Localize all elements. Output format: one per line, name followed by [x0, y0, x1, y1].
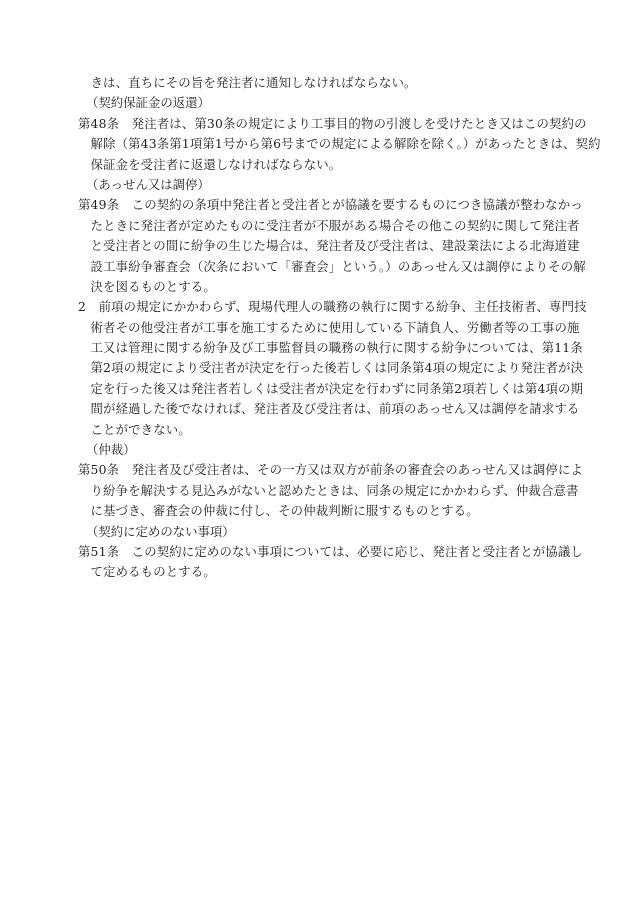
paragraph-first-line: 2 前項の規定にかかわらず、現場代理人の職務の執行に関する紛争、主任技術者、専門技: [78, 299, 587, 315]
article-first-line: 第50条 発注者及び受注者は、その一方又は双方が前条の審査会のあっせん又は調停によ: [78, 462, 584, 478]
text-line: と受注者との間に紛争の生じた場合は、発注者及び受注者は、建設業法による北海道建: [90, 238, 580, 254]
text-line: 設工事紛争審査会（次条において「審査会」という。）のあっせん又は調停によりその解: [90, 258, 586, 274]
text-line: 間が経過した後でなければ、発注者及び受注者は、前項のあっせん又は調停を請求する: [90, 401, 580, 417]
text-line: に基づき、審査会の仲裁に付し、その仲裁判断に服するものとする。: [90, 503, 479, 519]
text-line: 保証金を受注者に返還しなければならない。: [90, 156, 342, 172]
text-line: 決を図るものとする。: [90, 278, 216, 294]
text-line: 第2項の規定により受注者が決定を行った後若しくは同条第4項の規定により発注者が決: [90, 360, 584, 376]
text-line: たときに発注者が定めたものに受注者が不服がある場合その他この契約に関して発注者: [90, 217, 580, 233]
text-line: 定を行った後又は発注者若しくは受注者が決定を行わずに同条第2項若しくは第4項の期: [90, 380, 584, 396]
text-line: て定めるものとする。: [90, 564, 216, 580]
text-line: 工又は管理に関する紛争及び工事監督員の職務の執行に関する紛争については、第11条: [90, 340, 583, 356]
article-heading: （契約保証金の返還）: [86, 95, 210, 111]
article-first-line: 第51条 この契約に定めのない事項については、必要に応じ、発注者と受注者とが協議し: [78, 543, 583, 559]
text-line: ことができない。: [90, 421, 191, 437]
article-heading: （契約に定めのない事項）: [86, 523, 235, 539]
article-first-line: 第48条 発注者は、第30条の規定により工事目的物の引渡しを受けたとき又はこの契約の: [78, 115, 587, 131]
document-body: [78, 73, 601, 583]
article-heading: （あっせん又は調停）: [86, 176, 210, 192]
text-line: 解除（第43条第1項第1号から第6号までの規定による解除を除く。）があったときは、契約: [90, 136, 601, 152]
text-line: り紛争を解決する見込みがないと認めたときは、同条の規定にかかわらず、仲裁合意書: [90, 482, 579, 498]
text-line: きは、直ちにその旨を発注者に通知しなければならない。: [90, 75, 417, 90]
article-first-line: 第49条 この契約の条項中発注者と受注者とが協議を要するものにつき協議が整わなかっ: [78, 197, 583, 213]
text-line: 術者その他受注者が工事を施工するために使用している下請負人、労働者等の工事の施: [90, 319, 580, 335]
article-heading: （仲裁）: [86, 442, 136, 458]
